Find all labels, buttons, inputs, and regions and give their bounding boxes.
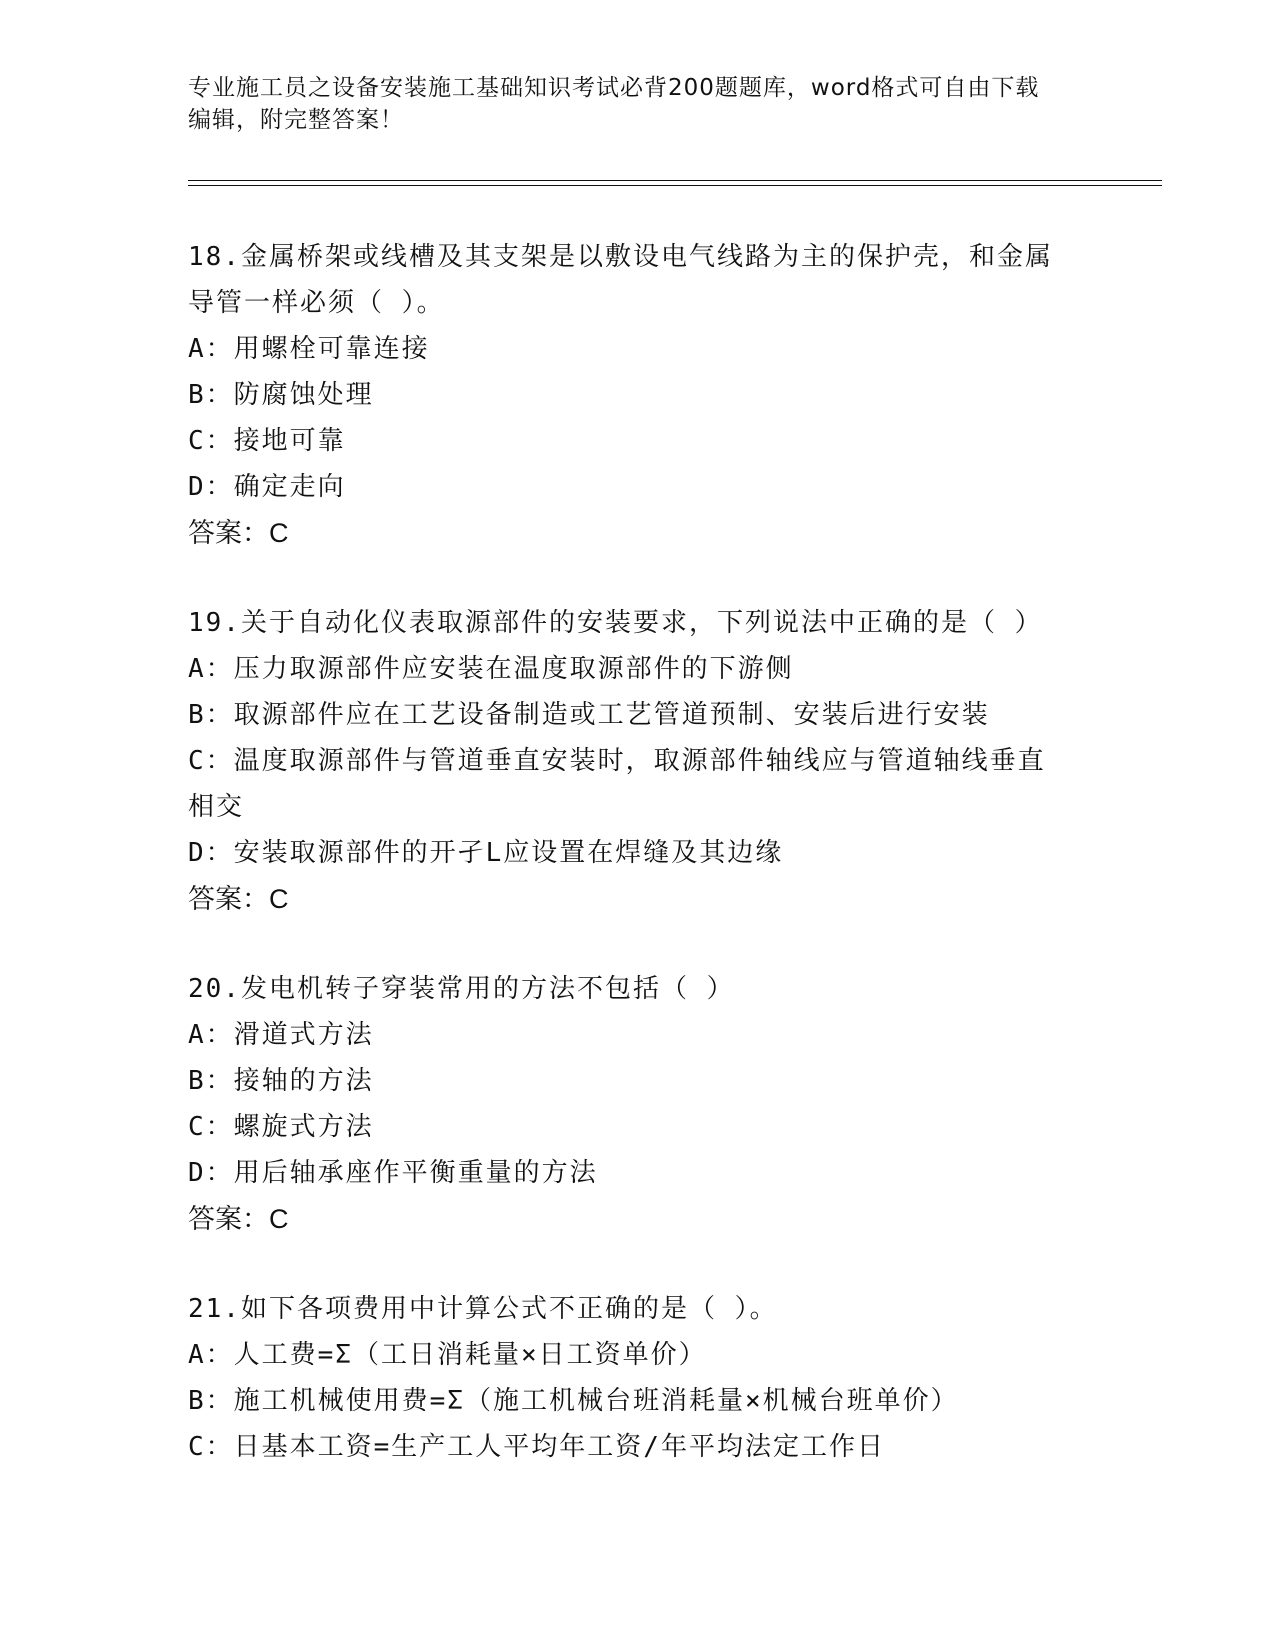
- header-divider-top: [188, 180, 1162, 181]
- question-text-continued: 导管一样必须（ ）。: [188, 288, 445, 318]
- answer-label: 答案：C: [188, 1204, 289, 1234]
- question-18: [188, 234, 1088, 556]
- option-b: B：接轴的方法: [188, 1066, 374, 1096]
- option-b: B：取源部件应在工艺设备制造或工艺管道预制、安装后进行安装: [188, 700, 990, 730]
- option-c: C：螺旋式方法: [188, 1112, 374, 1142]
- header-divider-bottom: [188, 185, 1162, 186]
- answer-label: 答案：C: [188, 884, 289, 914]
- option-d: D：确定走向: [188, 472, 346, 502]
- document-header: [188, 72, 1088, 136]
- option-a: A：人工费=Σ（工日消耗量×日工资单价）: [188, 1340, 707, 1370]
- header-line-2: 编辑，附完整答案！: [188, 107, 404, 133]
- question-20: [188, 966, 1088, 1242]
- answer-label: 答案：C: [188, 518, 289, 548]
- option-a: A：滑道式方法: [188, 1020, 374, 1050]
- header-line-1: 专业施工员之设备安装施工基础知识考试必背200题题库，word格式可自由下载: [188, 75, 1040, 101]
- option-c: C：接地可靠: [188, 426, 346, 456]
- option-b: B：施工机械使用费=Σ（施工机械台班消耗量×机械台班单价）: [188, 1386, 959, 1416]
- option-a: A：压力取源部件应安装在温度取源部件的下游侧: [188, 654, 794, 684]
- question-text: 21.如下各项费用中计算公式不正确的是（ ）。: [188, 1294, 778, 1324]
- option-d: D：安装取源部件的开孑L应设置在焊缝及其边缘: [188, 838, 784, 868]
- question-text: 20.发电机转子穿装常用的方法不包括（ ）: [188, 974, 735, 1004]
- option-a: A：用螺栓可靠连接: [188, 334, 430, 364]
- question-19: [188, 600, 1088, 922]
- question-21: [188, 1286, 1088, 1470]
- question-text: 18.金属桥架或线槽及其支架是以敷设电气线路为主的保护壳，和金属: [188, 242, 1053, 272]
- option-c-continued: 相交: [188, 792, 245, 822]
- option-b: B：防腐蚀处理: [188, 380, 374, 410]
- option-c: C：温度取源部件与管道垂直安装时，取源部件轴线应与管道轴线垂直: [188, 746, 1046, 776]
- question-text: 19.关于自动化仪表取源部件的安装要求，下列说法中正确的是（ ）: [188, 608, 1043, 638]
- option-d: D：用后轴承座作平衡重量的方法: [188, 1158, 598, 1188]
- question-list: [188, 234, 1088, 1514]
- option-c: C：日基本工资=生产工人平均年工资/年平均法定工作日: [188, 1432, 885, 1462]
